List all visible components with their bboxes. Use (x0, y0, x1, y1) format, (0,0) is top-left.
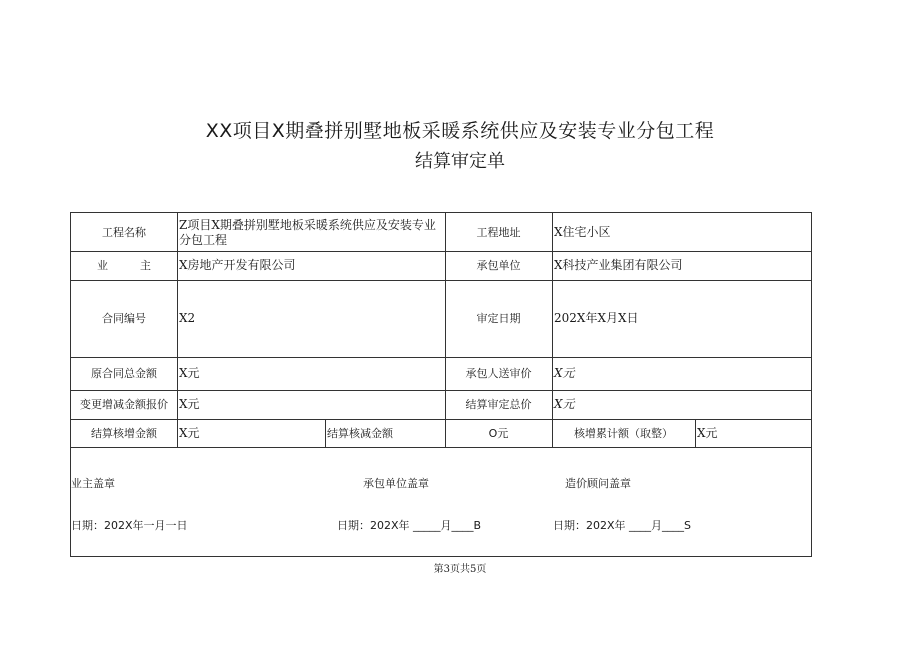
change-quote-value: X元 (179, 397, 200, 411)
original-amount-label: 原合同总金额 (91, 367, 157, 380)
decrease-amount-value: O元 (488, 426, 509, 440)
increase-amount-label: 结算核增金额 (91, 426, 157, 440)
cumulative-value: X元 (697, 425, 718, 440)
cumulative-label: 核增累计额（取整） (574, 426, 673, 440)
review-date-value: 202X年X月X日 (554, 311, 639, 325)
contractor-seal-label: 承包单位盖章 (363, 477, 429, 490)
project-name-label: 工程名称 (102, 225, 146, 239)
contractor-label: 承包单位 (476, 259, 521, 272)
owner-label: 业 主 (97, 259, 151, 272)
owner-seal-label: 业主盖章 (71, 477, 115, 490)
increase-amount-value: X元 (179, 425, 200, 440)
contractor-date: 日期：202X年 _____月____B (337, 519, 482, 532)
submitted-price-value: X元 (554, 366, 575, 380)
page-number: 第3页共5页 (433, 564, 487, 575)
document-title: XX项目X期叠拼别墅地板采暖系统供应及安装专业分包工程 (205, 120, 715, 142)
project-address-value: X住宅小区 (554, 224, 611, 239)
consultant-date: 日期：202X年 ____月____S (553, 519, 692, 532)
owner-date: 日期：202X年一月一日 (71, 519, 188, 532)
consultant-seal-label: 造价顾问盖章 (565, 477, 631, 490)
change-quote-label: 变更增减金额报价 (80, 398, 168, 411)
original-amount-value: X元 (179, 366, 200, 380)
settlement-table (70, 212, 812, 557)
final-total-label: 结算审定总价 (465, 398, 532, 411)
contract-no-label: 合同编号 (102, 312, 146, 325)
contractor-value: X科技产业集团有限公司 (554, 258, 683, 272)
owner-value: X房地产开发有限公司 (179, 258, 296, 272)
decrease-amount-label: 结算核减金额 (327, 426, 393, 440)
final-total-value: X元 (554, 397, 575, 411)
submitted-price-label: 承包人送审价 (465, 367, 532, 380)
contract-no-value: X2 (179, 311, 196, 325)
project-name-value: Z项目X期叠拼别墅地板采暖系统供应及安装专业分包工程 (179, 218, 436, 247)
project-address-label: 工程地址 (476, 225, 521, 239)
document-subtitle: 结算审定单 (415, 151, 505, 172)
review-date-label: 审定日期 (476, 312, 521, 325)
